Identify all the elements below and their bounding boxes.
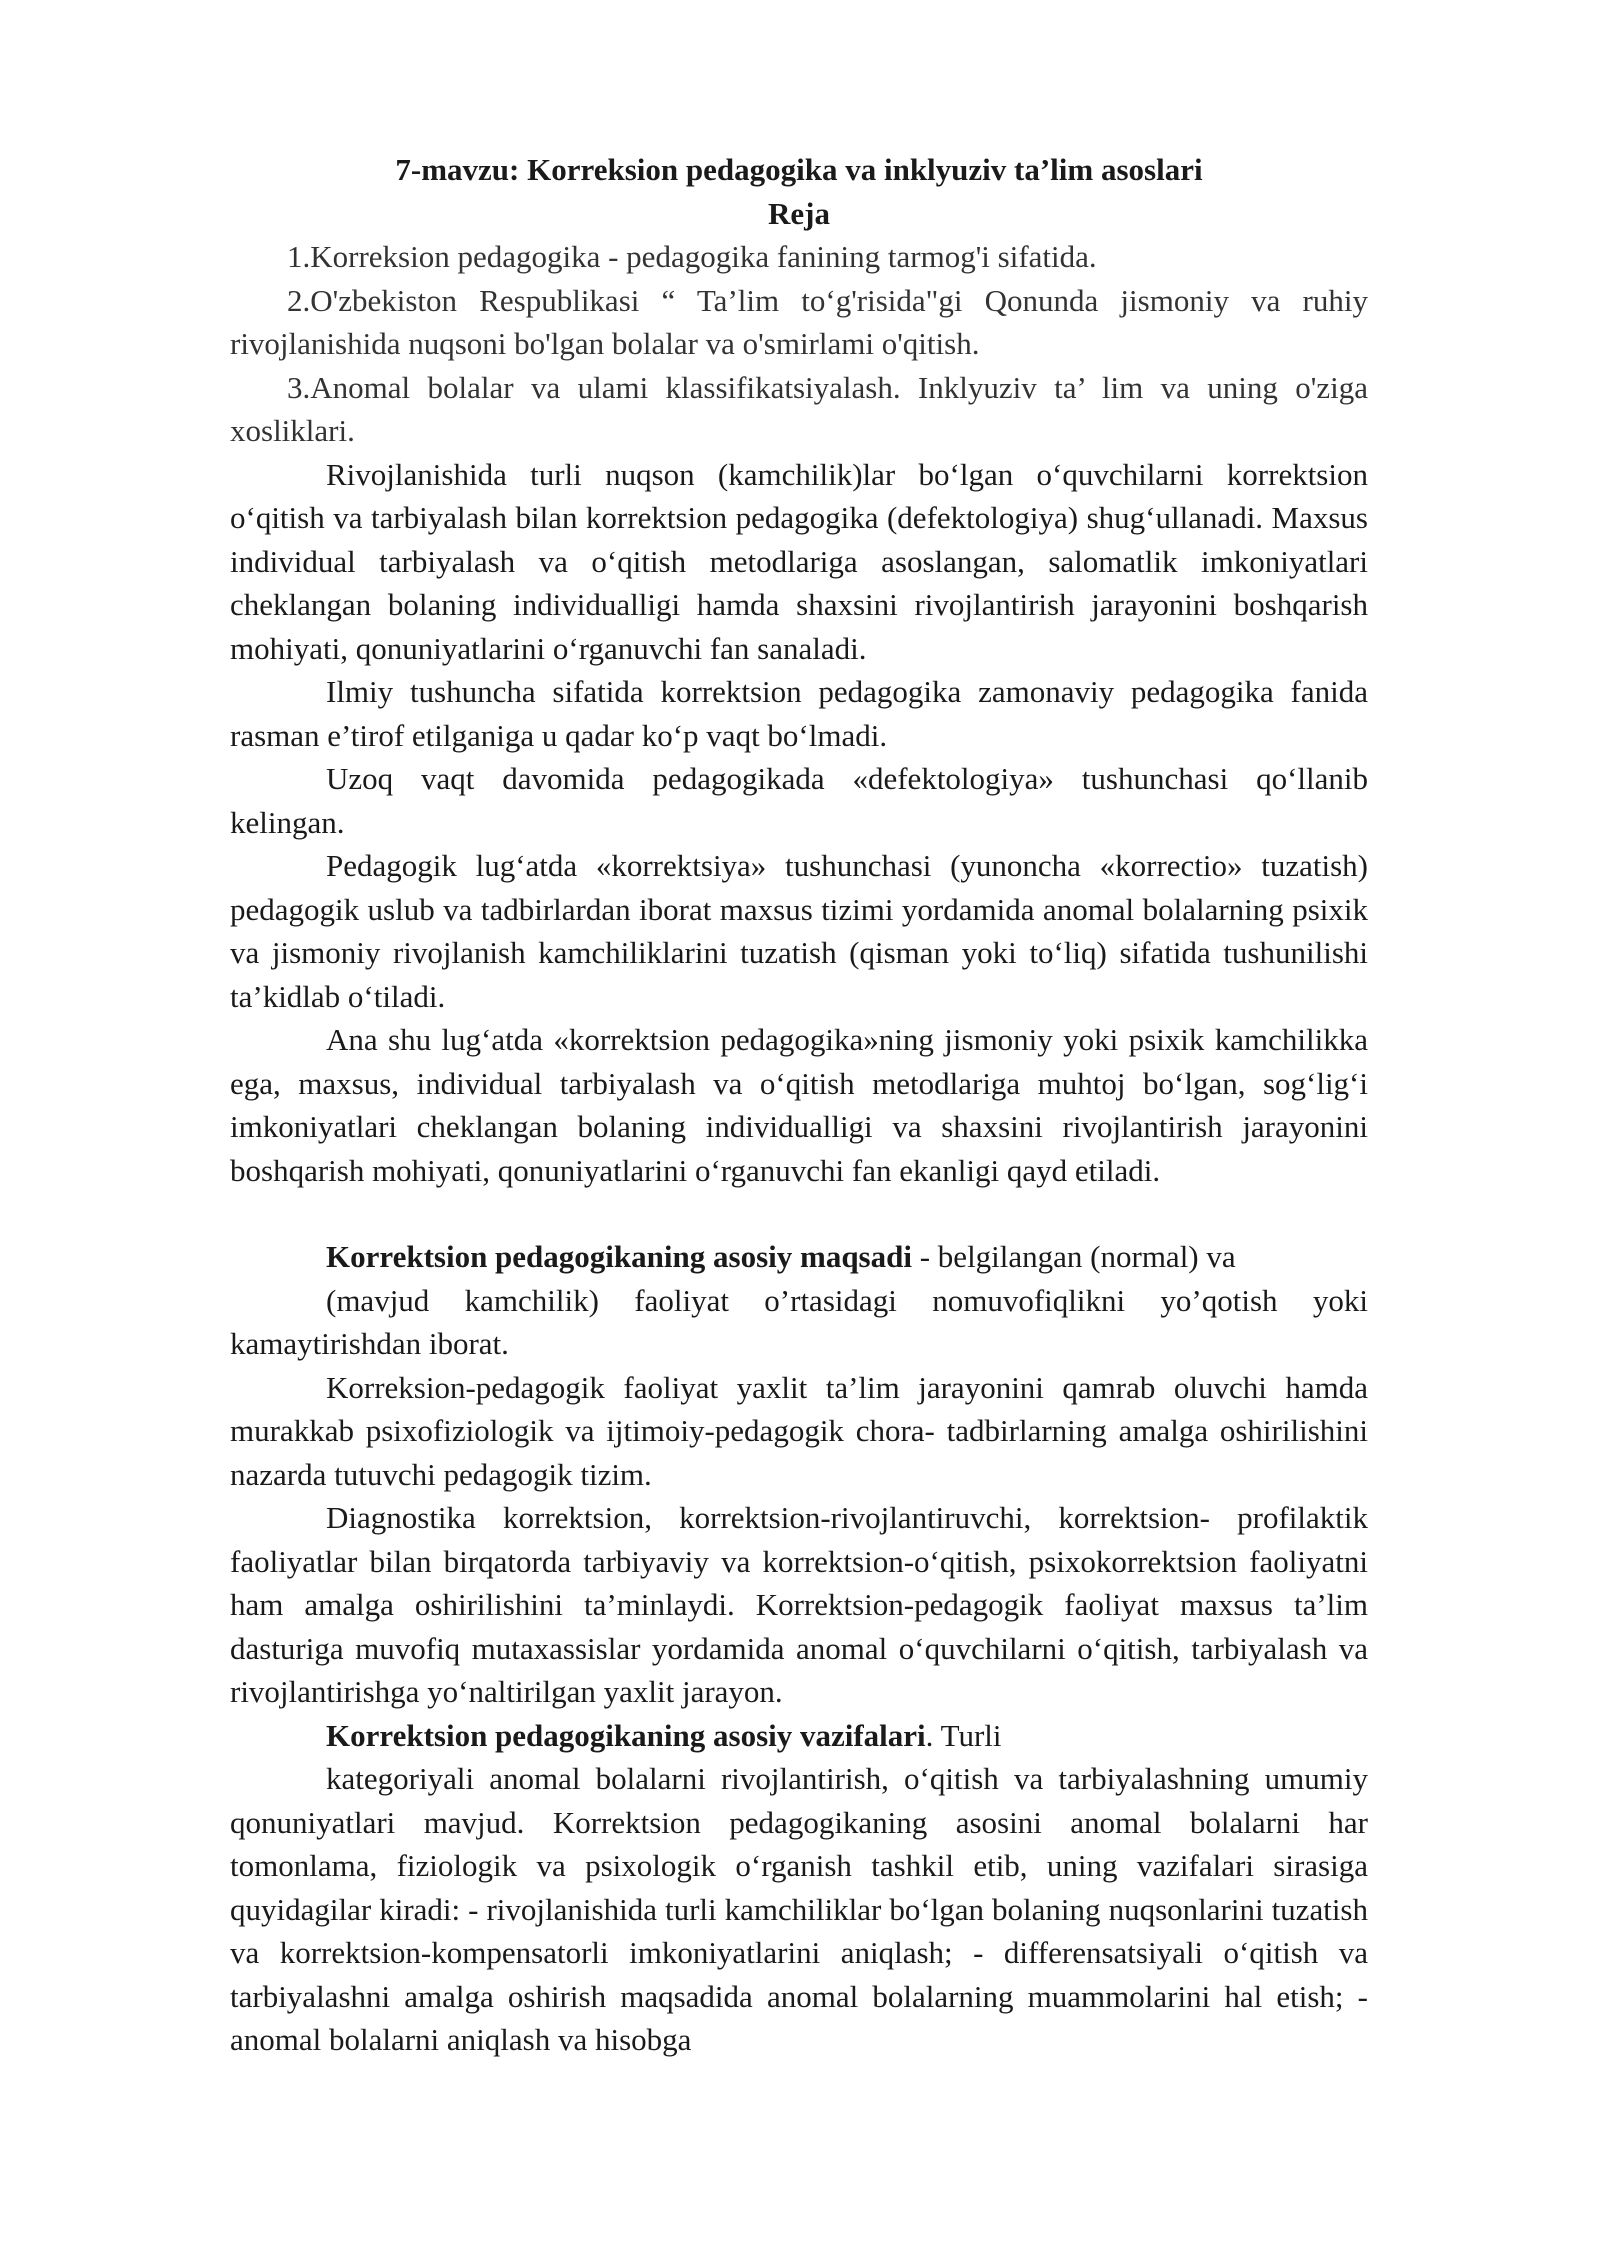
paragraph: Diagnostika korrektsion, korrektsion-rivojlantiruvchi, korrektsion- profilaktik faoliyatlar bilan birqatorda tarbiyaviy va korrektsion-o‘qitish, psixokorrektsion faoliyatni ham amalga oshirilishini ta’minlaydi. Korrektsion-pedagogik faoliyat maxsus ta’lim dasturiga muvofiq mutaxassislar yordamida anomal o‘quvchilarni o‘qitish, tarbiyalash va rivojlantirishga yo‘naltirilgan yaxlit jarayon. <box>230 1500 1368 1709</box>
plan-heading: Reja <box>768 195 830 231</box>
blank-line <box>230 1192 1368 1235</box>
goal-paragraph: (mavjud kamchilik) faoliyat o’rtasidagi nomuvofiqlikni yo’qotish yoki kamaytirishdan iborat. <box>230 1282 1368 1361</box>
paragraph: Ilmiy tushuncha sifatida korrektsion pedagogika zamonaviy pedagogika fanida rasman e’tirof etilganiga u qadar ko‘p vaqt bo‘lmadi. <box>230 674 1368 753</box>
tasks-paragraph: kategoriyali anomal bolalarni rivojlantirish, o‘qitish va tarbiyalashning umumiy qonuniyatlari mavjud. Korrektsion pedagogikaning asosini anomal bolalarni har tomonlama, fiziologik va psixologik o‘rganish tashkil etib, uning vazifalari sirasiga quyidagilar kiradi: - rivojlanishida turli kamchiliklar bo‘lgan bolaning nuqsonlarini tuzatish va korrektsion-kompensatorli imkoniyatlarini aniqlash; - differensatsiyali o‘qitish va tarbiyalashni amalga oshirish maqsadida anomal bolalarning muammolarini hal etish; - anomal bolalarni aniqlash va hisobga <box>230 1761 1368 2057</box>
plan-item-1: 1.Korreksion pedagogika - pedagogika fanining tarmog'i sifatida. <box>287 239 1097 274</box>
plan-item-2: 2.O'zbekiston Respublikasi “ Ta’lim to‘g'risida"gi Qonunda jismoniy va ruhiy rivojlanishida nuqsoni bo'lgan bolalar va o'smirlami o'qitish. <box>230 282 1368 361</box>
tasks-heading-text: . Turli <box>925 1717 1002 1753</box>
goal-heading-text: - belgilangan (normal) va <box>911 1239 1236 1274</box>
tasks-heading: Korrektsion pedagogikaning asosiy vazifalari <box>326 1717 926 1753</box>
paragraph: Pedagogik lug‘atda «korrektsiya» tushunchasi (yunoncha «korrectio» tuzatish) pedagogik uslub va tadbirlardan iborat maxsus tizimi yordamida anomal bolalarning psixik va jismoniy rivojlanish kamchiliklarini tuzatish (qisman yoki to‘liq) sifatida tushunilishi ta’kidlab o‘tiladi. <box>230 848 1368 1014</box>
goal-heading-line <box>230 1235 1368 1279</box>
plan-item-3: 3.Anomal bolalar va ulami klassifikatsiyalash. Inklyuziv ta’ lim va uning o'ziga xosliklari. <box>230 369 1368 448</box>
paragraph: Rivojlanishida turli nuqson (kamchilik)lar bo‘lgan o‘quvchilarni korrektsion o‘qitish va tarbiyalash bilan korrektsion pedagogika (defektologiya) shug‘ullanadi. Maxsus individual tarbiyalash va o‘qitish metodlariga asoslangan, salomatlik imkoniyatlari cheklangan bolaning individualligi hamda shaxsini rivojlantirish jarayonini boshqarish mohiyati, qonuniyatlarini o‘rganuvchi fan sanaladi. <box>230 456 1368 666</box>
goal-heading: Korrektsion pedagogikaning asosiy maqsadi <box>326 1239 912 1274</box>
paragraph: Uzoq vaqt davomida pedagogikada «defektologiya» tushunchasi qo‘llanib kelingan. <box>230 761 1368 840</box>
tasks-heading-line <box>230 1714 1368 1758</box>
document-title: 7-mavzu: Korreksion pedagogika va inklyuziv ta’lim asoslari <box>395 152 1203 187</box>
paragraph: Ana shu lug‘atda «korrektsion pedagogika»ning jismoniy yoki psixik kamchilikka ega, maxsus, individual tarbiyalash va o‘qitish metodlariga muhtoj bo‘lgan, sog‘lig‘i imkoniyatlari cheklangan bolaning individualligi va shaxsini rivojlantirish jarayonini boshqarish mohiyati, qonuniyatlarini o‘rganuvchi fan ekanligi qayd etiladi. <box>230 1022 1368 1188</box>
paragraph: Korreksion-pedagogik faoliyat yaxlit ta’lim jarayonini qamrab oluvchi hamda murakkab psixofiziologik va ijtimoiy-pedagogik chora- tadbirlarning amalga oshirilishini nazarda tutuvchi pedagogik tizim. <box>230 1369 1368 1492</box>
